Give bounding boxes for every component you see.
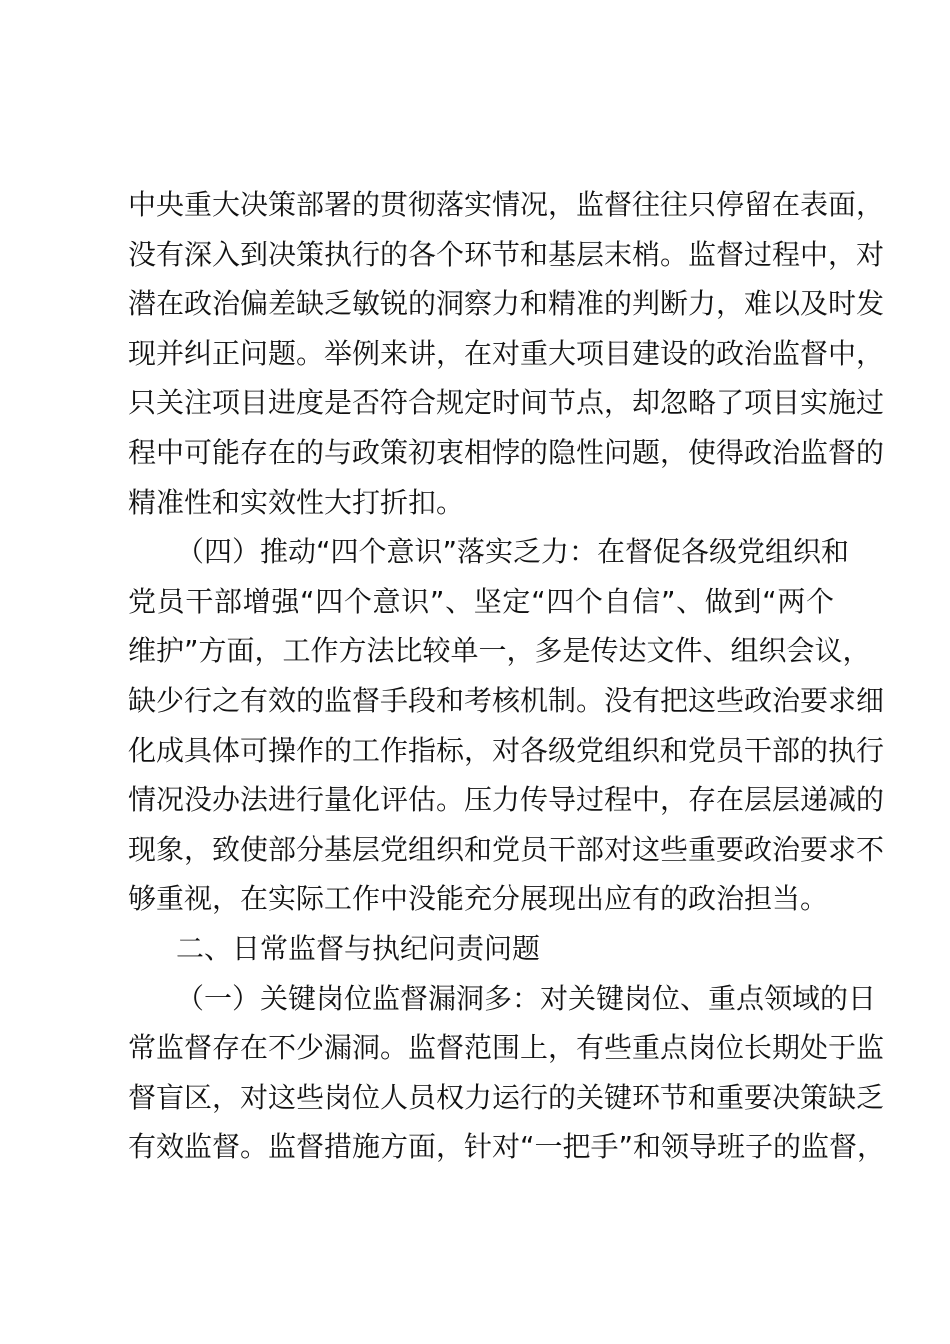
- text-line: 有效监督。监督措施方面，针对“一把手”和领导班子的监督，: [128, 1130, 886, 1164]
- text-line: 潜在政治偏差缺乏敏锐的洞察力和精准的判断力，难以及时发: [128, 287, 885, 321]
- text-line: 没有深入到决策执行的各个环节和基层末梢。监督过程中，对: [128, 237, 885, 271]
- text-line: 够重视，在实际工作中没能充分展现出应有的政治担当。: [128, 882, 829, 916]
- section-heading-line: （四）推动“四个意识”落实乏力：在督促各级党组织和: [176, 535, 850, 569]
- text-line: 精准性和实效性大打折扣。: [128, 485, 465, 519]
- text-line: 情况没办法进行量化评估。压力传导过程中，存在层层递减的: [128, 783, 885, 817]
- text-line: 只关注项目进度是否符合规定时间节点，却忽略了项目实施过: [128, 386, 885, 420]
- body-text: [128, 180, 886, 1172]
- text-line: 现象，致使部分基层党组织和党员干部对这些重要政治要求不: [128, 832, 885, 866]
- text-line: 督盲区，对这些岗位人员权力运行的关键环节和重要决策缺乏: [128, 1080, 885, 1114]
- text-line: 现并纠正问题。举例来讲，在对重大项目建设的政治监督中，: [128, 336, 885, 370]
- text-line: 程中可能存在的与政策初衷相悖的隐性问题，使得政治监督的: [128, 435, 885, 469]
- text-line: 中央重大决策部署的贯彻落实情况，监督往往只停留在表面，: [128, 188, 885, 221]
- chapter-heading: 二、日常监督与执纪问责问题: [176, 931, 541, 965]
- text-line: 常监督存在不少漏洞。监督范围上，有些重点岗位长期处于监: [128, 1031, 885, 1065]
- text-line: 维护”方面，工作方法比较单一，多是传达文件、组织会议，: [128, 634, 871, 668]
- section-heading-line: （一）关键岗位监督漏洞多：对关键岗位、重点领域的日: [176, 981, 877, 1015]
- text-line: 化成具体可操作的工作指标，对各级党组织和党员干部的执行: [128, 733, 885, 767]
- text-line: 党员干部增强“四个意识”、坚定“四个自信”、做到“两个: [128, 584, 834, 618]
- text-line: 缺少行之有效的监督手段和考核机制。没有把这些政治要求细: [128, 683, 885, 717]
